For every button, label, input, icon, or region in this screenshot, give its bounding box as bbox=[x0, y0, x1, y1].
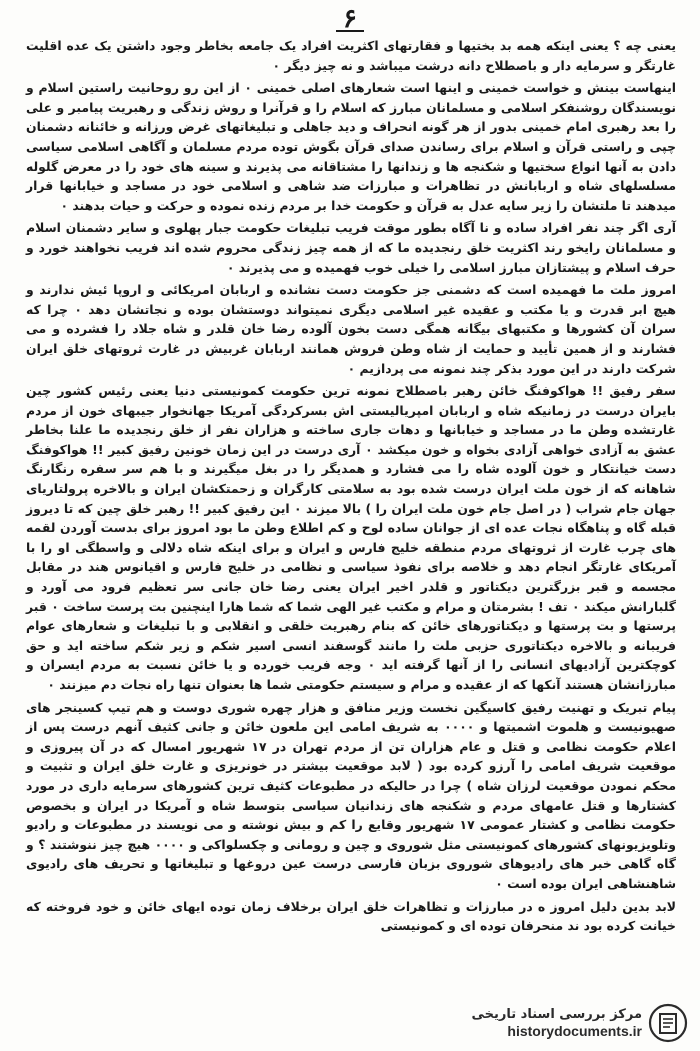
watermark-url: historydocuments.ir bbox=[507, 1023, 642, 1039]
archive-logo-icon bbox=[648, 1003, 688, 1043]
paragraph-1: یعنی چه ؟ یعنی اینکه همه بد بختیها و فقارتهای اکثریت افراد یک جامعه بخاطر وجود داشتن یک عده اقلیت غارتگر و سرمایه دار و باصطلاح دانه درشت میباشد و نه چیز دیگر ۰ bbox=[26, 38, 676, 73]
paragraph-3: آری اگر چند نفر افراد ساده و نا آگاه بطور موقت فریب تبلیغات حکومت جبار پهلوی و سایر دشمنان اسلام و مسلمانان رایخو رند اکثریت خلق رنجدیده ما که از همه چیز زندگی محروم شده اند فریب نخواهند خورد و حرف اسلام و پیشتازان مبارز اسلامی را خیلی خوب فهمیده و می پذیرند ۰ bbox=[26, 220, 676, 275]
page-number: ۶ bbox=[0, 4, 700, 32]
body-text bbox=[26, 36, 676, 939]
paragraph-6: پیام تبریک و تهنیت رفیق کاسیگین نخست وزیر منافق و هزار چهره شوری دوست و هم تیپ کسینجر های صهیونیست و هلموت اشمیتها و ۰۰۰۰ به شریف امامی این ملعون خائن و جانی کثیف آنهم درست پس از اعلام حکومت نظامی و قتل و عام هزاران تن از مردم تهران در ۱۷ شهریور امسال که در آن پیروزی و موقعیت شریف امامی را آرزو کرده بود ( لابد موقعیت بیشتر در خونریزی و غارت خلق ایران و تثبیت و محکم نمودن موقعیت لرزان شاه ) چرا در حالیکه در مطبوعات کثیف ترین کشورهای سرمایه داری در مورد کشتارها و قتل عامهای مردم و شکنجه های زندانیان سیاسی بتوسط شاه و آمریکا در ایران و بخصوص حکومت نظامی و کشتار عمومی ۱۷ شهریور وقایع را کم و بیش نوشته و می نویسند در مطبوعات و رادیو وتلویزیونهای کشورهای کمونیستی مثل شوروی و چین و رومانی و چکسلواکی و ۰۰۰۰ هیچ چیز ننوشتند ؟ و گاه گاهی خبر های رادیوهای شوروی بزبان فارسی درست عین دروغها و تبلیغاتها و تحریف های رادیوی شاهنشاهی ایران بوده است ۰ bbox=[26, 699, 677, 891]
archive-watermark bbox=[418, 1001, 688, 1045]
paragraph-2: اینهاست بینش و خواست خمینی و اینها است شعارهای اصلی خمینی ۰ از این رو روحانیت راستین اسلام و نویسندگان روشنفکر اسلامی و مسلمانان مبارز که اسلام را و قرآنرا و روش زندگی و رهبریت پیامبر و علی را بعد رهبری امام خمینی بدور از هر گونه انحراف و دید جاهلی و تبلیغاتهای غرض ورزانه و خائنانه دشمنان چپی و راستی قرآن و اسلام برای رساندن صدای قرآن بگوش توده مردم مسلمان و آگاهی اسلامی سیاسی دادن به آنها انواع سختیها و شکنجه ها و زندانها را مشتاقانه می پذیرند و سینه های خود را در معرض گلوله مسلسلهای شاه و اربابانش در تظاهرات و مبارزات ضد شاهی و اسلامی خود در مساجد و خیابانها قرار میدهند تا ملتشان را زیر سایه عدل به قرآن و حکومت خدا بر مردم زنده نموده و حرکت و حیات بدهند ۰ bbox=[26, 80, 676, 213]
paragraph-5: سفر رفیق !! هواکوفنگ خائن رهبر باصطلاح نمونه ترین حکومت کمونیستی دنیا یعنی رئیس کشور چین بایران درست در زمانیکه شاه و اربابان امپریالیستی اش بسرکردگی آمریکا جهانخوار جیبهای خون از مردم غارتشده وطن ما در مساجد و خیابانها و دهات جاری ساخته و هزاران نفر از خلق رنجدیده ما علنا بخاطر عشق به آزادی خواهی آزادی بخواه و خون میکشد ۰ آری درست در این زمان خونین رفیق کبیر !! هواکوفنگ دست خیانتکار و خون آلوده شاه را می فشارد و همدیگر را در بغل میگیرند و با هم سر سفره رنگارنگ شاهانه که از خون ملت ایران درست شده بود به سلامتی کارگران و زحمتکشان ایران و بالاخره پرولتاریای جهان جام شراب ( در اصل جام خون ملت ایران را ) بالا میزند ۰ این رفیق کبیر !! رهبر خلق چین که تا دیروز قبله گاه و پناهگاه نجات عده ای از جوانان ساده لوح و کم اطلاع وطن ما بود امروز برای بدست آوردن لقمه های چرب غارت از ثروتهای مردم منطقه خلیج فارس و ایران و برای اینکه شاه دلالی و واسطگی او را با آمریکای غارتگر انجام دهد و خلاصه برای نفوذ سیاسی و نظامی در خلیج فارس و اقیانوس هند در مقابل مجسمه و قبر بزرگترین دیکتاتور و قلدر اخیر ایران یعنی رضا خان جانی سر تعظیم فرود می آورد و گلبارانش میکند ۰ تف ! بشرمتان و مرام و مکتب غیر الهی شما که شما هارا اینچنین بت پرست ساخت ۰ قبر پرستها و بت پرستها و دیکتاتورهای خائن که بنام رهبریت خلقی و انقلابی و با تبلیغات و شعارهای عوام فریبانه و بالاخره دیکتاتوری حزبی ملت را مانند گوسفند انسی اسیر شکم و زیر شکم ساخته اید و حق کوچکترین آزادیهای انسانی را از آنها گرفته اید ۰ وجه فریب خورده و یا خائن نسبت به مردم ایسران و مبارزانشان هستند آنکها که از عقیده و مرام و سیستم حکومتی شما ها بعنوان تنها راه نجات دم میزنند ۰ bbox=[26, 383, 677, 692]
watermark-text bbox=[472, 1007, 643, 1039]
paragraph-7: لابد بدین دلیل امروز ه در مبارزات و تظاهرات خلق ایران برخلاف زمان توده ایهای خائن و خود فروخته که خیانت کرده بود ند منحرفان توده ای و کمونیستی bbox=[26, 898, 676, 934]
watermark-name: مرکز بررسی اسناد تاریخی bbox=[471, 1007, 642, 1022]
paragraph-4: امروز ملت ما فهمیده است که دشمنی جز حکومت دست نشانده و اربابان امریکائی و اروپا ئیش ندارند و هیچ ابر قدرت و یا مکتب و عقیده غیر اسلامی دیگری نمیتواند دوستشان بوده و نجاتشان دهد ۰ چرا که سران آن کشورها و مکتبهای بیگانه همگی دست بخون آلوده رضا خان قلدر و شاه جلاد را فشرده و می فشارند و از همین تأیید و حمایت از شاه وطن فروش همانند اربابان غربیش در غارت ثروتهای خلق ایران شرکت دارند در این مورد بذکر چند نمونه می پردازیم ۰ bbox=[26, 282, 676, 376]
